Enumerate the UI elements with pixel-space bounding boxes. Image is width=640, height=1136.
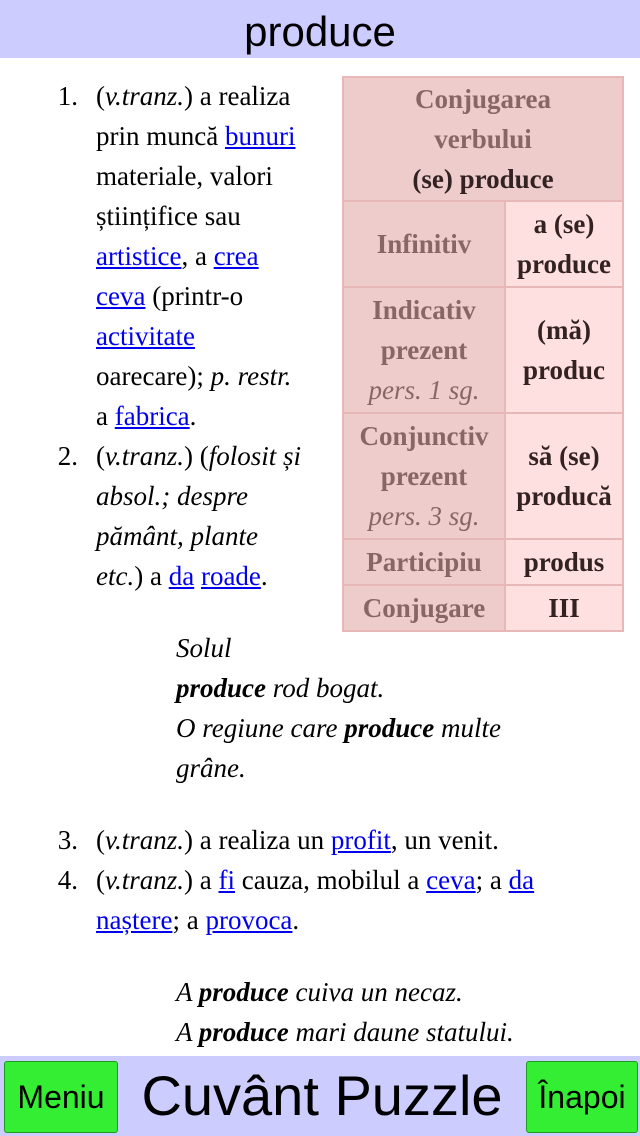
definition-3: (v.tranz.) a realiza un profit, un venit. (96, 825, 499, 855)
link-crea[interactable]: crea (213, 241, 259, 271)
link-roade[interactable]: roade (200, 561, 261, 591)
conjugation-table (342, 76, 624, 632)
conjugation-label: Indicativ prezent pers. 1 sg. (343, 287, 505, 413)
link-bunuri[interactable]: bunuri (224, 121, 296, 151)
definition-number: 2. (57, 441, 78, 471)
link-profit[interactable]: profit (330, 825, 391, 855)
conjugation-value: să (se) producă (505, 413, 623, 539)
conjugation-title: Conjugarea verbului (se) produce (343, 77, 623, 201)
conjugation-label: Conjugare (343, 585, 505, 631)
definition-2: (v.tranz.) (folosit și absol.; despre pământ, plante etc.) a da roade. (96, 441, 302, 591)
link-ceva[interactable]: ceva (426, 865, 476, 895)
example-line: Solul (176, 633, 232, 663)
definition-number: 1. (57, 81, 78, 111)
definition-4: (v.tranz.) a fi cauza, mobilul a ceva; a da naștere; a provoca. (96, 865, 535, 935)
conjugation-label: Infinitiv (343, 201, 505, 287)
definition-number: 3. (57, 825, 78, 855)
examples-2 (176, 628, 501, 788)
link-activitate[interactable]: activitate (96, 321, 195, 351)
link-fi[interactable]: fi (218, 865, 235, 895)
definition-1: (v.tranz.) a realiza prin muncă bunuri materiale, valori științifice sau artistice, a crea ceva (printr-o activitate oarecare); p. restr. a fabrica. (96, 81, 296, 431)
example-line: grâne. (176, 753, 246, 783)
app-title: Cuvânt Puzzle (141, 1064, 503, 1127)
page-title: produce (244, 8, 396, 55)
footer-bar (0, 1056, 640, 1136)
example-line: A produce cuiva un necaz. (176, 977, 463, 1007)
link-nastere[interactable]: naștere (96, 905, 173, 935)
conjugation-label: Participiu (343, 539, 505, 585)
example-line: produce rod bogat. (176, 673, 385, 703)
link-da[interactable]: da (168, 561, 195, 591)
conjugation-value: a (se) produce (505, 201, 623, 287)
example-line: A produce mari daune statului. (176, 1017, 514, 1047)
conjugation-value: produs (505, 539, 623, 585)
page-header (0, 0, 640, 58)
link-da[interactable]: da (508, 865, 535, 895)
example-line: O regiune care produce multe (176, 713, 501, 743)
definition-content (0, 58, 640, 1056)
menu-button[interactable]: Meniu (4, 1061, 118, 1133)
examples-4 (176, 972, 514, 1052)
definition-number: 4. (57, 865, 78, 895)
link-fabrica[interactable]: fabrica (114, 401, 190, 431)
conjugation-value: (mă) produc (505, 287, 623, 413)
link-artistice[interactable]: artistice (96, 241, 182, 271)
conjugation-value: III (505, 585, 623, 631)
link-provoca[interactable]: provoca (205, 905, 293, 935)
link-ceva[interactable]: ceva (96, 281, 146, 311)
conjugation-label: Conjunctiv prezent pers. 3 sg. (343, 413, 505, 539)
back-button[interactable]: Înapoi (526, 1061, 638, 1133)
